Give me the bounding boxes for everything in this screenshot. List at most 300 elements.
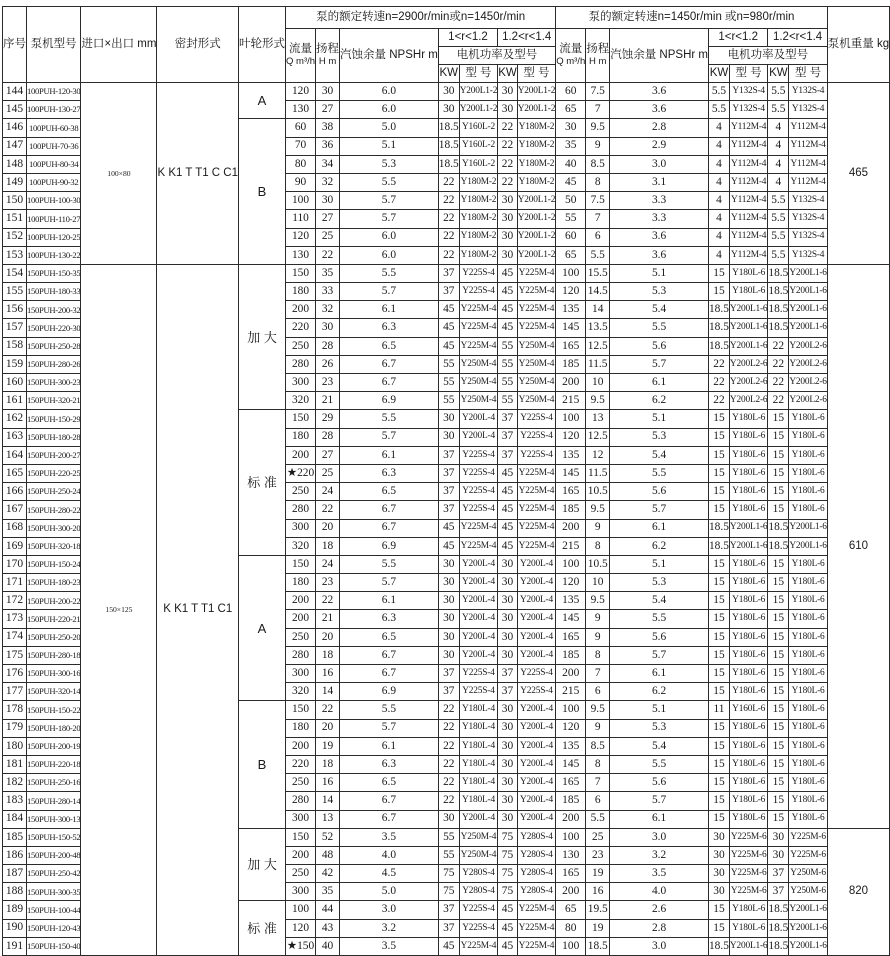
cell-k2: 75 [498, 883, 518, 901]
cell-k2: 22 [498, 155, 518, 173]
cell-m1: Y180L-4 [459, 719, 497, 737]
cell-m1: Y200L-4 [459, 428, 497, 446]
cell-m2: Y180M-2 [517, 119, 555, 137]
cell-n1: 6.1 [340, 446, 439, 464]
cell-m4: Y180L-6 [789, 646, 827, 664]
cell-h2: 10.5 [586, 483, 610, 501]
cell-m1: Y225S-4 [459, 501, 497, 519]
cell-k2: 45 [498, 301, 518, 319]
cell-k1: 37 [438, 446, 459, 464]
cell-q1: 220 [286, 755, 316, 773]
impeller-type: A [239, 555, 286, 701]
cell-k2: 45 [498, 464, 518, 482]
cell-k4: 5.5 [768, 246, 789, 264]
cell-h1: 22 [316, 501, 340, 519]
cell-n2: 3.3 [610, 192, 709, 210]
row-model: 100PUH-80-34 [27, 155, 81, 173]
cell-k4: 15 [768, 464, 789, 482]
cell-k1: 55 [438, 374, 459, 392]
cell-q1: 250 [286, 483, 316, 501]
header-kw: KW [438, 65, 459, 83]
cell-m1: Y225S-4 [459, 683, 497, 701]
cell-k2: 37 [498, 428, 518, 446]
cell-q2: 185 [556, 646, 586, 664]
row-model: 150PUH-180-23 [27, 574, 81, 592]
cell-n2: 5.4 [610, 446, 709, 464]
cell-k4: 18.5 [768, 901, 789, 919]
cell-m3: Y180L-6 [729, 501, 767, 519]
cell-q1: 200 [286, 610, 316, 628]
cell-m1: Y200L-4 [459, 610, 497, 628]
row-model: 150PUH-250-28 [27, 337, 81, 355]
cell-q2: 60 [556, 83, 586, 101]
cell-n1: 5.0 [340, 119, 439, 137]
cell-q2: 65 [556, 901, 586, 919]
row-model: 150PUH-180-20 [27, 719, 81, 737]
header-kw: KW [708, 65, 729, 83]
cell-h2: 6 [586, 683, 610, 701]
cell-m3: Y200L1-6 [729, 537, 767, 555]
group-size: 150×125 [81, 264, 157, 955]
cell-k2: 75 [498, 846, 518, 864]
cell-k4: 4 [768, 155, 789, 173]
cell-q1: 130 [286, 101, 316, 119]
cell-k1: 30 [438, 555, 459, 573]
cell-k4: 4 [768, 119, 789, 137]
cell-m1: Y225S-4 [459, 283, 497, 301]
header-speed-group-1: 泵的额定转速n=2900r/min或n=1450r/min [286, 7, 556, 29]
cell-k1: 55 [438, 355, 459, 373]
row-model: 100PUH-120-25 [27, 228, 81, 246]
row-model: 100PUH-130-22 [27, 246, 81, 264]
cell-k3: 4 [708, 155, 729, 173]
cell-q1: 70 [286, 137, 316, 155]
cell-k1: 45 [438, 537, 459, 555]
cell-h2: 10 [586, 574, 610, 592]
cell-k1: 45 [438, 301, 459, 319]
cell-h2: 10.5 [586, 555, 610, 573]
cell-n2: 3.6 [610, 101, 709, 119]
cell-m2: Y225M-4 [517, 483, 555, 501]
cell-k3: 15 [708, 901, 729, 919]
cell-q2: 60 [556, 228, 586, 246]
row-model: 150PUH-220-21 [27, 610, 81, 628]
impeller-type: B [239, 701, 286, 828]
cell-h2: 14 [586, 301, 610, 319]
cell-n2: 5.5 [610, 610, 709, 628]
cell-h2: 7 [586, 210, 610, 228]
row-model: 150PUH-200-32 [27, 301, 81, 319]
row-model: 100PUH-110-27 [27, 210, 81, 228]
cell-q1: 300 [286, 519, 316, 537]
cell-k4: 15 [768, 483, 789, 501]
cell-m4: Y180L-6 [789, 464, 827, 482]
cell-n2: 5.1 [610, 701, 709, 719]
cell-h1: 21 [316, 610, 340, 628]
cell-m3: Y180L-6 [729, 774, 767, 792]
cell-n1: 6.1 [340, 592, 439, 610]
header-flow-label: 流量 [289, 43, 313, 55]
cell-h1: 36 [316, 137, 340, 155]
cell-k4: 18.5 [768, 937, 789, 955]
cell-k1: 18.5 [438, 119, 459, 137]
cell-n2: 5.6 [610, 628, 709, 646]
row-model: 100PUH-60-38 [27, 119, 81, 137]
cell-k1: 22 [438, 737, 459, 755]
cell-n2: 5.7 [610, 355, 709, 373]
cell-k4: 4 [768, 173, 789, 191]
cell-m4: Y200L1-6 [789, 919, 827, 937]
row-model: 150PUH-220-30 [27, 319, 81, 337]
cell-m2: Y225M-4 [517, 919, 555, 937]
cell-q2: 35 [556, 137, 586, 155]
row-model: 150PUH-150-22 [27, 701, 81, 719]
cell-h2: 19.5 [586, 901, 610, 919]
cell-h2: 9.5 [586, 501, 610, 519]
cell-n1: 6.7 [340, 792, 439, 810]
cell-n1: 5.5 [340, 410, 439, 428]
cell-n1: 3.0 [340, 901, 439, 919]
row-no: 155 [3, 283, 27, 301]
cell-k3: 11 [708, 701, 729, 719]
row-no: 174 [3, 628, 27, 646]
group-size: 100×80 [81, 83, 157, 265]
cell-q1: 200 [286, 846, 316, 864]
header-ratio-1: 1<r<1.2 [438, 29, 497, 47]
row-no: 151 [3, 210, 27, 228]
cell-m4: Y200L1-6 [789, 264, 827, 282]
pump-weight: 465 [827, 83, 889, 265]
cell-k4: 18.5 [768, 519, 789, 537]
cell-m3: Y180L-6 [729, 483, 767, 501]
cell-n2: 5.1 [610, 264, 709, 282]
cell-n1: 6.1 [340, 737, 439, 755]
cell-q1: 60 [286, 119, 316, 137]
cell-m1: Y200L-4 [459, 555, 497, 573]
cell-m1: Y180M-2 [459, 173, 497, 191]
cell-n1: 6.9 [340, 683, 439, 701]
cell-h1: 25 [316, 464, 340, 482]
cell-q2: 200 [556, 374, 586, 392]
cell-m4: Y180L-6 [789, 555, 827, 573]
cell-h2: 13 [586, 410, 610, 428]
cell-n2: 5.5 [610, 464, 709, 482]
cell-m4: Y200L1-6 [789, 301, 827, 319]
cell-m2: Y200L-4 [517, 555, 555, 573]
cell-q2: 100 [556, 701, 586, 719]
cell-q2: 200 [556, 810, 586, 828]
cell-h1: 28 [316, 428, 340, 446]
cell-k1: 37 [438, 283, 459, 301]
cell-n2: 6.2 [610, 683, 709, 701]
cell-h1: 16 [316, 774, 340, 792]
cell-k1: 30 [438, 101, 459, 119]
cell-h1: 32 [316, 173, 340, 191]
cell-k4: 15 [768, 683, 789, 701]
cell-k3: 22 [708, 355, 729, 373]
cell-m2: Y200L-4 [517, 574, 555, 592]
cell-m2: Y200L-4 [517, 646, 555, 664]
header-type: 型 号 [729, 65, 767, 83]
cell-k1: 22 [438, 755, 459, 773]
cell-m3: Y112M-4 [729, 246, 767, 264]
cell-h1: 42 [316, 865, 340, 883]
row-no: 149 [3, 173, 27, 191]
cell-h1: 18 [316, 646, 340, 664]
row-no: 160 [3, 374, 27, 392]
cell-m1: Y180L-4 [459, 755, 497, 773]
cell-h2: 8 [586, 755, 610, 773]
cell-m4: Y180L-6 [789, 774, 827, 792]
cell-n2: 3.6 [610, 83, 709, 101]
cell-h2: 19 [586, 865, 610, 883]
cell-m1: Y200L-4 [459, 574, 497, 592]
cell-m1: Y180L-4 [459, 737, 497, 755]
row-no: 185 [3, 828, 27, 846]
cell-k1: 22 [438, 774, 459, 792]
cell-m2: Y200L1-2 [517, 246, 555, 264]
cell-m2: Y200L1-2 [517, 210, 555, 228]
row-no: 166 [3, 483, 27, 501]
cell-n1: 6.5 [340, 774, 439, 792]
cell-n1: 5.3 [340, 155, 439, 173]
cell-h2: 12.5 [586, 428, 610, 446]
cell-m4: Y180L-6 [789, 610, 827, 628]
row-model: 150PUH-180-28 [27, 428, 81, 446]
cell-k1: 75 [438, 865, 459, 883]
cell-k4: 15 [768, 755, 789, 773]
cell-k1: 22 [438, 792, 459, 810]
impeller-type: 加 大 [239, 264, 286, 410]
cell-k1: 37 [438, 901, 459, 919]
cell-m3: Y200L1-6 [729, 319, 767, 337]
row-no: 167 [3, 501, 27, 519]
cell-m4: Y112M-4 [789, 173, 827, 191]
cell-k2: 37 [498, 665, 518, 683]
cell-m1: Y180L-4 [459, 701, 497, 719]
cell-h1: 25 [316, 228, 340, 246]
cell-k2: 45 [498, 283, 518, 301]
cell-h1: 20 [316, 628, 340, 646]
cell-h2: 12 [586, 446, 610, 464]
header-head [316, 29, 340, 83]
cell-n2: 5.1 [610, 555, 709, 573]
impeller-type: 加 大 [239, 828, 286, 901]
header-flow-2 [556, 29, 586, 83]
cell-k1: 55 [438, 828, 459, 846]
cell-h1: 30 [316, 83, 340, 101]
cell-h2: 9 [586, 719, 610, 737]
cell-m3: Y180L-6 [729, 464, 767, 482]
cell-q1: 220 [286, 319, 316, 337]
cell-q2: 200 [556, 883, 586, 901]
cell-q2: 165 [556, 774, 586, 792]
cell-m4: Y112M-4 [789, 119, 827, 137]
cell-q1: 320 [286, 537, 316, 555]
cell-m1: Y250M-4 [459, 828, 497, 846]
cell-n1: 5.7 [340, 574, 439, 592]
cell-h1: 24 [316, 555, 340, 573]
cell-k4: 18.5 [768, 264, 789, 282]
row-no: 180 [3, 737, 27, 755]
row-model: 100PUH-100-30 [27, 192, 81, 210]
cell-q1: 200 [286, 592, 316, 610]
cell-n2: 5.3 [610, 574, 709, 592]
cell-n1: 5.7 [340, 428, 439, 446]
header-head-unit: H m [318, 55, 337, 67]
row-no: 165 [3, 464, 27, 482]
cell-k4: 37 [768, 883, 789, 901]
cell-h1: 33 [316, 283, 340, 301]
cell-m3: Y180L-6 [729, 555, 767, 573]
cell-k2: 45 [498, 264, 518, 282]
row-no: 144 [3, 83, 27, 101]
row-no: 159 [3, 355, 27, 373]
cell-m2: Y180M-2 [517, 155, 555, 173]
cell-m2: Y225M-4 [517, 264, 555, 282]
cell-m1: Y160L-2 [459, 155, 497, 173]
cell-m2: Y200L-4 [517, 610, 555, 628]
cell-k4: 15 [768, 646, 789, 664]
cell-m1: Y200L1-2 [459, 83, 497, 101]
cell-h1: 27 [316, 101, 340, 119]
cell-m1: Y200L-4 [459, 810, 497, 828]
cell-k2: 55 [498, 392, 518, 410]
cell-k2: 45 [498, 319, 518, 337]
cell-h1: 26 [316, 355, 340, 373]
cell-k4: 18.5 [768, 301, 789, 319]
row-model: 150PUH-120-43 [27, 919, 81, 937]
cell-m1: Y250M-4 [459, 392, 497, 410]
cell-m4: Y180L-6 [789, 719, 827, 737]
cell-k1: 30 [438, 83, 459, 101]
row-no: 179 [3, 719, 27, 737]
cell-m4: Y180L-6 [789, 628, 827, 646]
cell-n1: 6.7 [340, 519, 439, 537]
cell-m2: Y200L-4 [517, 792, 555, 810]
cell-k1: 55 [438, 392, 459, 410]
cell-n2: 5.7 [610, 501, 709, 519]
cell-k2: 22 [498, 173, 518, 191]
cell-k4: 15 [768, 555, 789, 573]
cell-h1: 30 [316, 319, 340, 337]
cell-n1: 6.3 [340, 464, 439, 482]
cell-h2: 5.5 [586, 246, 610, 264]
cell-q2: 145 [556, 755, 586, 773]
cell-m1: Y200L1-2 [459, 101, 497, 119]
cell-n1: 4.0 [340, 846, 439, 864]
cell-m1: Y250M-4 [459, 374, 497, 392]
cell-m2: Y225M-4 [517, 319, 555, 337]
cell-m1: Y200L-4 [459, 628, 497, 646]
cell-n1: 6.9 [340, 392, 439, 410]
cell-m4: Y180L-6 [789, 792, 827, 810]
header-no: 序号 [3, 7, 27, 83]
cell-m2: Y225S-4 [517, 428, 555, 446]
cell-h2: 9 [586, 610, 610, 628]
cell-m3: Y112M-4 [729, 173, 767, 191]
cell-m4: Y180L-6 [789, 446, 827, 464]
cell-m4: Y180L-6 [789, 574, 827, 592]
cell-n1: 6.7 [340, 810, 439, 828]
cell-m1: Y160L-2 [459, 119, 497, 137]
row-model: 150PUH-180-33 [27, 283, 81, 301]
header-npsh: 汽蚀余量 NPSHr m [340, 29, 439, 83]
row-model: 100PUH-120-30 [27, 83, 81, 101]
cell-n2: 6.1 [610, 519, 709, 537]
cell-k3: 15 [708, 646, 729, 664]
row-no: 170 [3, 555, 27, 573]
cell-m4: Y225M-6 [789, 846, 827, 864]
cell-h2: 8 [586, 173, 610, 191]
cell-k3: 15 [708, 719, 729, 737]
cell-k1: 37 [438, 464, 459, 482]
row-no: 152 [3, 228, 27, 246]
pump-weight: 820 [827, 828, 889, 955]
cell-k4: 37 [768, 865, 789, 883]
cell-k4: 30 [768, 828, 789, 846]
header-motor-2: 电机功率及型号 [708, 47, 827, 65]
cell-k3: 15 [708, 792, 729, 810]
cell-n1: 6.5 [340, 483, 439, 501]
cell-m3: Y160L-6 [729, 701, 767, 719]
cell-k3: 30 [708, 828, 729, 846]
cell-q1: 280 [286, 792, 316, 810]
cell-q2: 145 [556, 319, 586, 337]
cell-k3: 18.5 [708, 537, 729, 555]
cell-h2: 9 [586, 519, 610, 537]
cell-m3: Y112M-4 [729, 119, 767, 137]
cell-m3: Y200L1-6 [729, 337, 767, 355]
header-ratio-2: 1.2<r<1.4 [498, 29, 556, 47]
cell-q1: 250 [286, 774, 316, 792]
cell-k4: 18.5 [768, 537, 789, 555]
cell-m2: Y200L1-2 [517, 83, 555, 101]
cell-k3: 15 [708, 737, 729, 755]
cell-m2: Y225M-4 [517, 501, 555, 519]
cell-k3: 18.5 [708, 337, 729, 355]
cell-q2: 135 [556, 301, 586, 319]
cell-n2: 3.3 [610, 210, 709, 228]
row-model: 150PUH-300-23 [27, 374, 81, 392]
cell-k4: 15 [768, 410, 789, 428]
cell-m1: Y160L-2 [459, 137, 497, 155]
cell-h1: 52 [316, 828, 340, 846]
cell-q1: 180 [286, 719, 316, 737]
cell-m1: Y280S-4 [459, 865, 497, 883]
row-no: 171 [3, 574, 27, 592]
cell-q2: 215 [556, 392, 586, 410]
cell-k1: 22 [438, 173, 459, 191]
cell-k1: 22 [438, 228, 459, 246]
row-no: 157 [3, 319, 27, 337]
cell-q2: 135 [556, 446, 586, 464]
cell-m2: Y225M-4 [517, 537, 555, 555]
cell-m3: Y180L-6 [729, 592, 767, 610]
cell-k2: 30 [498, 646, 518, 664]
cell-q2: 120 [556, 719, 586, 737]
cell-q1: 250 [286, 628, 316, 646]
cell-k3: 15 [708, 555, 729, 573]
header-kw: KW [498, 65, 518, 83]
row-model: 150PUH-220-25 [27, 464, 81, 482]
cell-m2: Y200L-4 [517, 810, 555, 828]
cell-m2: Y280S-4 [517, 883, 555, 901]
cell-n1: 5.5 [340, 555, 439, 573]
cell-n1: 6.0 [340, 228, 439, 246]
cell-k2: 30 [498, 574, 518, 592]
cell-q1: 200 [286, 737, 316, 755]
